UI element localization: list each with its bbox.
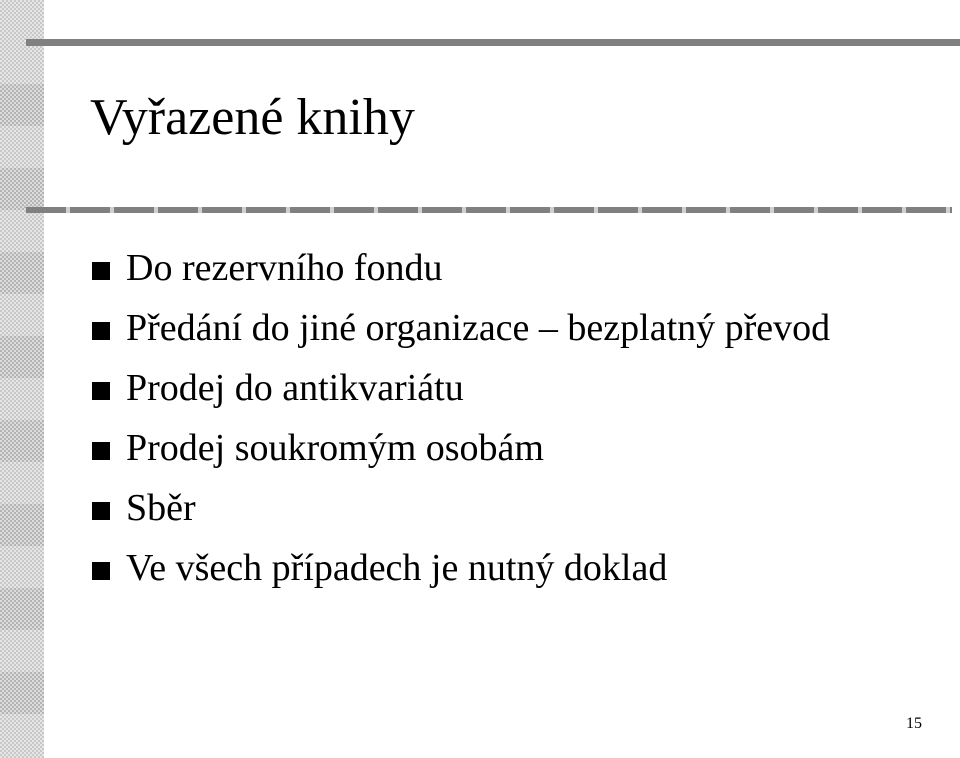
bullet-item bbox=[90, 480, 910, 537]
strip-band bbox=[0, 672, 44, 714]
bullet-list bbox=[90, 240, 910, 600]
strip-band bbox=[0, 588, 44, 630]
bullet-item bbox=[90, 300, 846, 357]
strip-band bbox=[0, 504, 44, 546]
square-bullet-icon bbox=[92, 262, 110, 280]
strip-band bbox=[0, 420, 44, 462]
bullet-item bbox=[90, 540, 910, 597]
strip-band bbox=[0, 84, 44, 126]
title-divider bbox=[26, 207, 952, 213]
square-bullet-icon bbox=[92, 562, 110, 580]
strip-band bbox=[0, 168, 44, 210]
square-bullet-icon bbox=[92, 382, 110, 400]
bullet-text: Do rezervního fondu bbox=[126, 247, 443, 289]
top-rule bbox=[26, 39, 960, 46]
bullet-item bbox=[90, 240, 910, 297]
bullet-text: Sběr bbox=[126, 487, 196, 529]
bullet-text: Předání do jiné organizace – bezplatný převod bbox=[126, 307, 831, 349]
strip-band bbox=[0, 252, 44, 294]
square-bullet-icon bbox=[92, 442, 110, 460]
bullet-text: Ve všech případech je nutný doklad bbox=[126, 547, 668, 589]
slide-title: Vyřazené knihy bbox=[90, 89, 415, 146]
bullet-item bbox=[90, 420, 910, 477]
page-number: 15 bbox=[906, 715, 922, 732]
strip-band bbox=[0, 336, 44, 378]
bullet-text: Prodej soukromým osobám bbox=[126, 427, 544, 469]
left-checkered-strip bbox=[0, 0, 44, 758]
square-bullet-icon bbox=[92, 322, 110, 340]
square-bullet-icon bbox=[92, 502, 110, 520]
bullet-item bbox=[90, 360, 910, 417]
bullet-text: Prodej do antikvariátu bbox=[126, 367, 464, 409]
